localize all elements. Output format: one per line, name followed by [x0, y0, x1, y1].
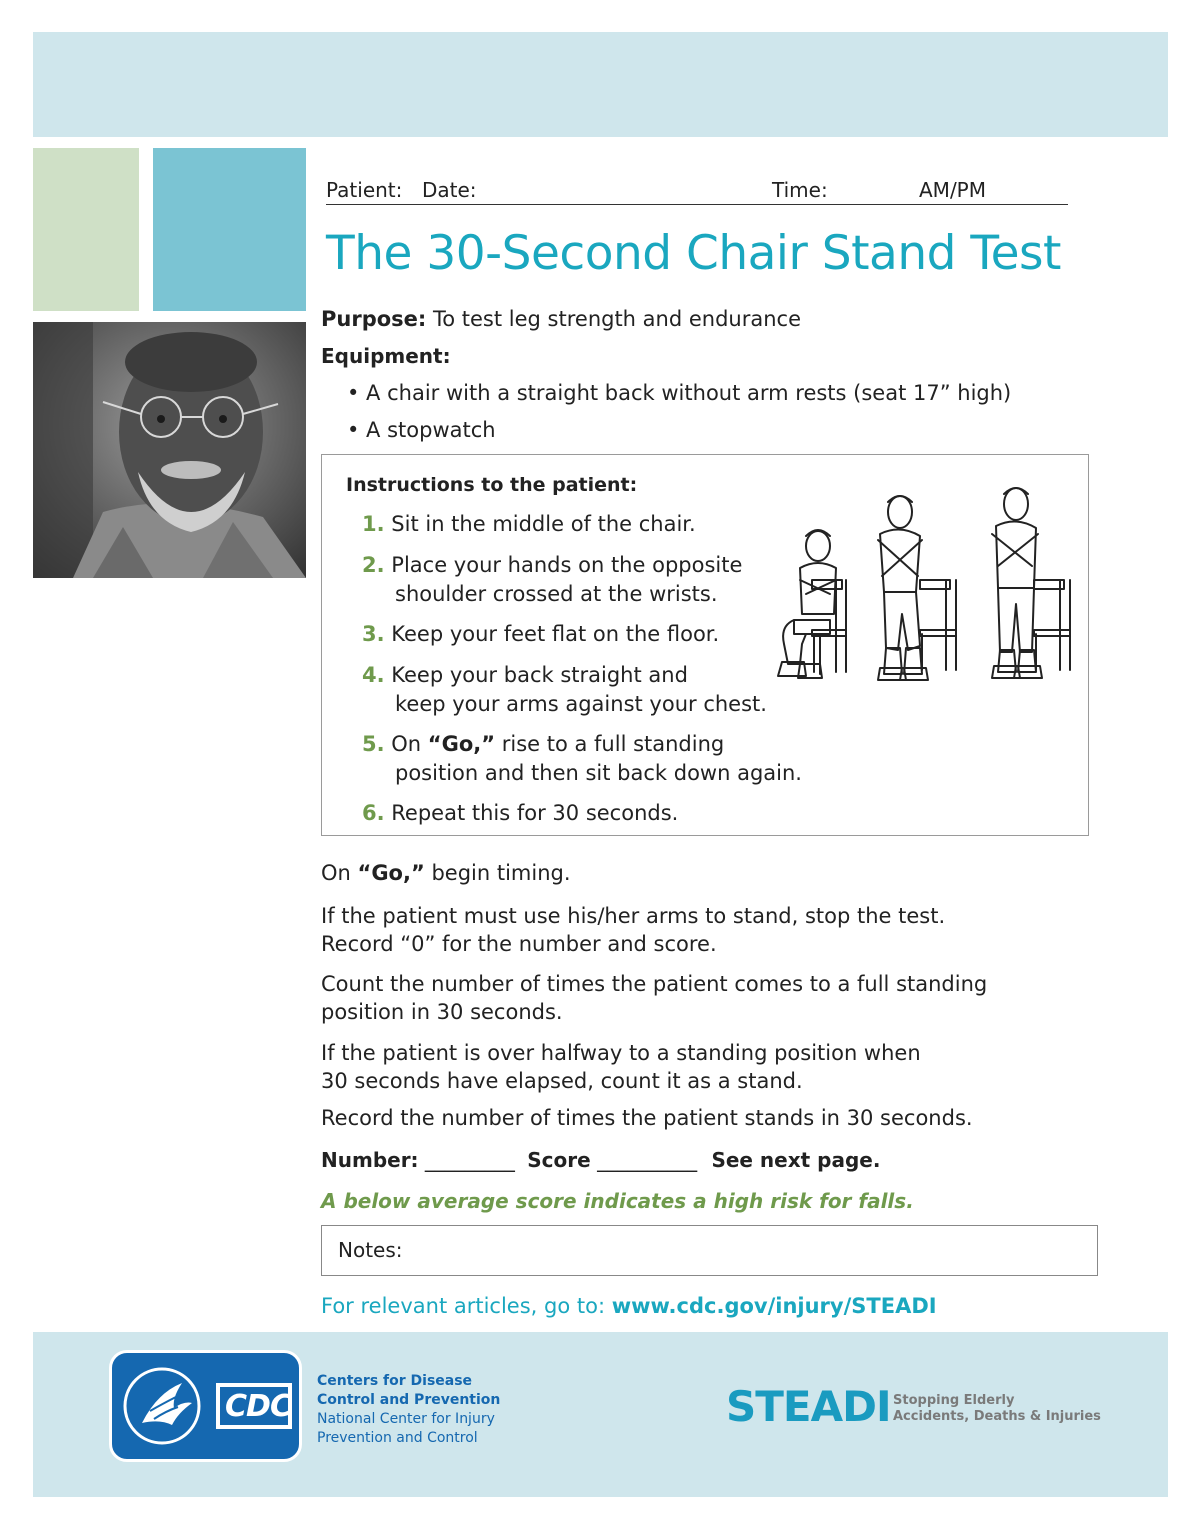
- page-title: The 30-Second Chair Stand Test: [326, 226, 1061, 281]
- header-band: [33, 32, 1168, 137]
- instruction-text: On: [391, 732, 428, 756]
- instruction-number: 4.: [362, 663, 385, 687]
- instruction-number: 6.: [362, 801, 385, 825]
- ampm-label: AM/PM: [919, 178, 986, 202]
- patient-photo: [33, 322, 306, 578]
- steadi-tagline: [893, 1393, 1101, 1425]
- equipment-item: • A stopwatch: [347, 418, 496, 442]
- instruction-number: 2.: [362, 553, 385, 577]
- instruction-text: Keep your back straight and: [391, 663, 688, 687]
- instruction-item: [362, 661, 767, 719]
- step-text: If the patient is over halfway to a standing position when: [321, 1041, 921, 1065]
- record-line: Record the number of times the patient stands in 30 seconds.: [321, 1106, 973, 1130]
- arms-paragraph: [321, 902, 945, 958]
- instruction-text: Repeat this for 30 seconds.: [391, 801, 679, 825]
- number-label: Number:: [321, 1148, 419, 1172]
- link-prefix: For relevant articles, go to:: [321, 1294, 612, 1318]
- step-text: position in 30 seconds.: [321, 1000, 563, 1024]
- rising-figure: [878, 496, 956, 680]
- articles-link-line: [321, 1294, 937, 1318]
- steadi-tagline-line: Stopping Elderly: [893, 1393, 1015, 1408]
- step-text: If the patient must use his/her arms to stand, stop the test.: [321, 904, 946, 928]
- chair-stand-illustration: [770, 484, 1080, 690]
- time-label: Time:: [772, 178, 828, 202]
- step-text: Count the number of times the patient comes to a full standing: [321, 972, 988, 996]
- blue-square: [153, 148, 306, 311]
- cdc-name-line: National Center for Injury: [317, 1411, 495, 1427]
- green-square: [33, 148, 139, 311]
- instruction-item: [362, 799, 678, 828]
- steadi-url-link[interactable]: www.cdc.gov/injury/STEADI: [611, 1294, 937, 1318]
- hhs-cdc-logo: [109, 1350, 302, 1462]
- patient-label: Patient:: [326, 178, 403, 202]
- score-blank[interactable]: __________: [597, 1148, 698, 1172]
- cdc-name-line: Prevention and Control: [317, 1430, 478, 1446]
- equipment-item: • A chair with a straight back without arm rests (seat 17” high): [347, 381, 1012, 405]
- instruction-text: Place your hands on the opposite: [391, 553, 743, 577]
- go-emphasis: “Go,”: [427, 732, 496, 756]
- steadi-tagline-line: Accidents, Deaths & Injuries: [893, 1409, 1101, 1424]
- step-text: begin timing.: [424, 861, 571, 885]
- cdc-logo-text: CDC: [225, 1389, 291, 1424]
- purpose-label: Purpose:: [321, 307, 427, 331]
- score-label: Score: [527, 1148, 591, 1172]
- go-emphasis: “Go,”: [357, 861, 425, 885]
- steadi-logo: STEADI: [726, 1382, 891, 1431]
- cdc-name-line: Control and Prevention: [317, 1392, 501, 1408]
- instruction-item: [362, 510, 696, 539]
- cdc-name-line: Centers for Disease: [317, 1373, 473, 1389]
- scoring-line: [321, 1148, 880, 1172]
- instruction-item: [362, 730, 802, 788]
- patient-info-line: [326, 178, 1068, 205]
- instruction-text: keep your arms against your chest.: [395, 692, 767, 716]
- equipment-label: Equipment:: [321, 344, 451, 368]
- standing-figure: [992, 488, 1070, 678]
- instructions-heading: Instructions to the patient:: [346, 474, 638, 496]
- go-line: [321, 861, 571, 885]
- instruction-number: 3.: [362, 622, 385, 646]
- risk-warning: A below average score indicates a high risk for falls.: [321, 1189, 914, 1213]
- date-label: Date:: [422, 178, 477, 202]
- count-paragraph: [321, 970, 987, 1026]
- see-next-page: See next page.: [711, 1148, 881, 1172]
- instruction-text: position and then sit back down again.: [395, 761, 802, 785]
- seated-figure: [778, 530, 846, 678]
- instruction-text: rise to a full standing: [495, 732, 725, 756]
- instruction-item: [362, 551, 742, 609]
- instruction-item: [362, 620, 719, 649]
- instruction-number: 1.: [362, 512, 385, 536]
- instruction-number: 5.: [362, 732, 385, 756]
- purpose-text: To test leg strength and endurance: [433, 307, 802, 331]
- number-blank[interactable]: _________: [424, 1148, 515, 1172]
- halfway-paragraph: [321, 1039, 921, 1095]
- notes-box[interactable]: [321, 1225, 1098, 1276]
- instruction-text: shoulder crossed at the wrists.: [395, 582, 718, 606]
- step-text: Record “0” for the number and score.: [321, 932, 717, 956]
- instruction-text: Sit in the middle of the chair.: [391, 512, 696, 536]
- instruction-text: Keep your feet flat on the floor.: [391, 622, 720, 646]
- purpose-line: [321, 307, 801, 331]
- step-text: 30 seconds have elapsed, count it as a stand.: [321, 1069, 803, 1093]
- cdc-name-block: [317, 1372, 500, 1448]
- step-text: On: [321, 861, 358, 885]
- notes-label: Notes:: [338, 1238, 403, 1262]
